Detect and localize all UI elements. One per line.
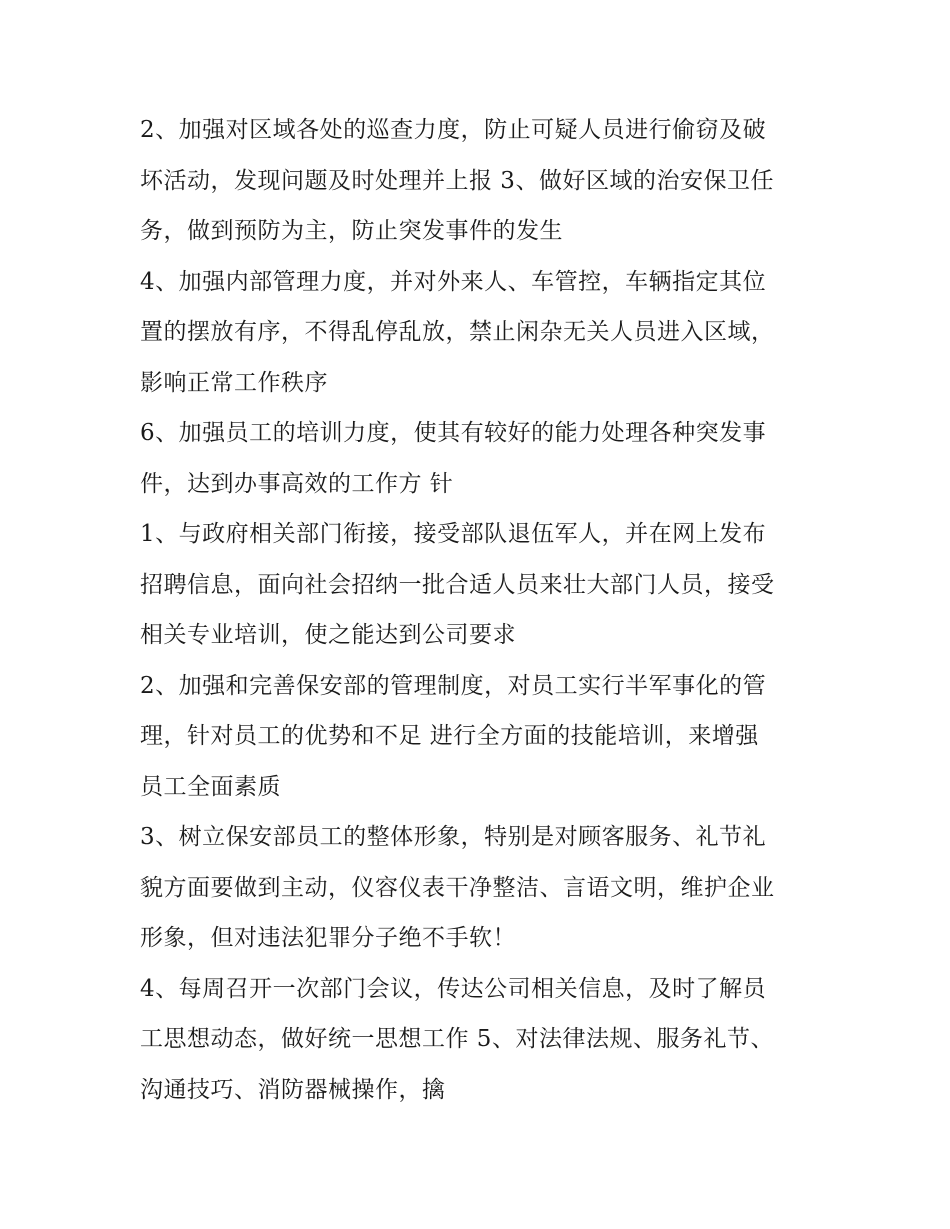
text-line-1: 2、加强对区域各处的巡查力度，防止可疑人员进行偷窃及破	[140, 117, 767, 143]
text-line-3: 务，做到预防为主，防止突发事件的发生	[140, 218, 563, 244]
text-line-13: 理，针对员工的优势和不足 进行全方面的技能培训，来增强	[140, 723, 759, 749]
text-line-7: 6、加强员工的培训力度，使其有较好的能力处理各种突发事	[140, 420, 767, 446]
text-line-17: 形象，但对违法犯罪分子绝不手软！	[140, 925, 516, 951]
text-line-8: 件，达到办事高效的工作方 针	[140, 470, 454, 497]
text-line-15: 3、树立保安部员工的整体形象，特别是对顾客服务、礼节礼	[140, 824, 767, 850]
text-line-18: 4、每周召开一次部门会议，传达公司相关信息，及时了解员	[140, 975, 767, 1002]
text-line-4: 4、加强内部管理力度，并对外来人、车管控，车辆指定其位	[140, 268, 767, 295]
text-line-9: 1、与政府相关部门衔接，接受部队退伍军人，并在网上发布	[140, 521, 767, 547]
text-line-10: 招聘信息，面向社会招纳一批合适人员来壮大部门人员，接受	[140, 571, 775, 598]
text-line-14: 员工全面素质	[140, 773, 281, 800]
text-line-6: 影响正常工作秩序	[140, 369, 328, 396]
text-line-19: 工思想动态，做好统一思想工作 5、对法律法规、服务礼节、	[140, 1026, 774, 1052]
text-line-16: 貌方面要做到主动，仪容仪表干净整洁、言语文明，维护企业	[140, 874, 775, 901]
text-line-11: 相关专业培训，使之能达到公司要求	[140, 622, 516, 648]
text-line-2: 坏活动，发现问题及时处理并上报 3、做好区域的治安保卫任	[140, 167, 774, 194]
document-body	[140, 105, 840, 1115]
text-line-12: 2、加强和完善保安部的管理制度，对员工实行半军事化的管	[140, 672, 767, 699]
text-line-20: 沟通技巧、消防器械操作，擒	[140, 1076, 446, 1103]
text-line-5: 置的摆放有序，不得乱停乱放，禁止闲杂无关人员进入区域，	[140, 319, 775, 345]
